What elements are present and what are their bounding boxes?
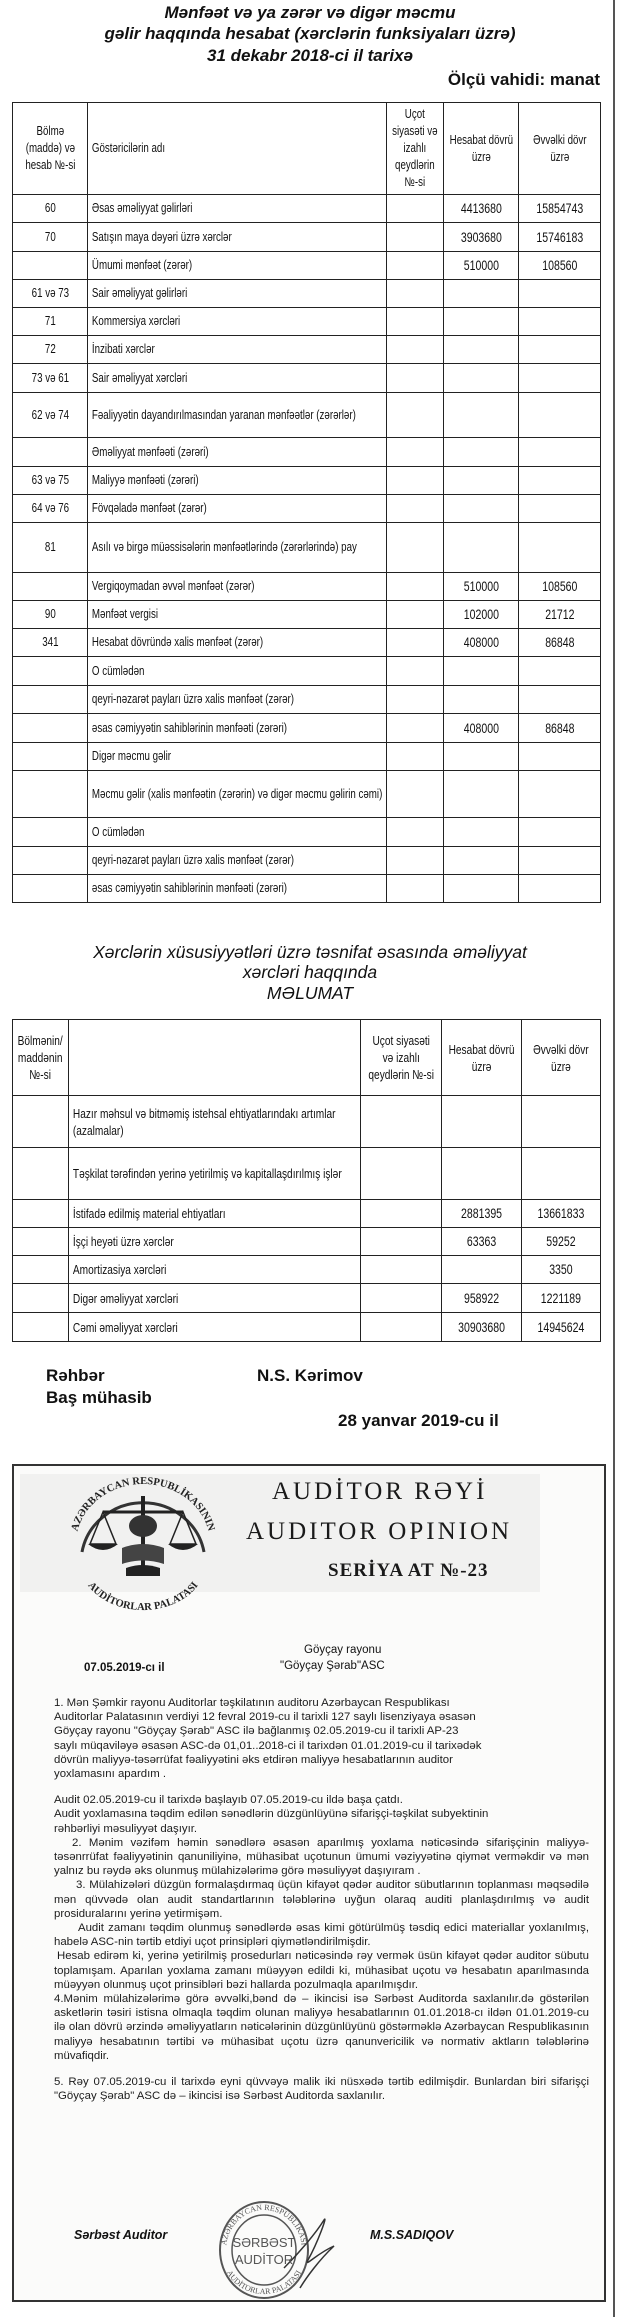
- current-period-value-cell: [444, 308, 519, 336]
- indicator-name-cell: Əməliyyat mənfəəti (zərəri): [88, 438, 387, 467]
- account-code-cell: [13, 818, 88, 847]
- head-label: Rəhbər: [46, 1366, 105, 1385]
- account-code-cell: [13, 714, 88, 743]
- previous-period-value-cell: 3350: [522, 1256, 601, 1284]
- expenses-table: [12, 1019, 601, 1342]
- previous-period-value-cell: [519, 280, 601, 308]
- income-row: [13, 467, 601, 495]
- account-code-cell: 73 və 61: [13, 364, 88, 393]
- previous-period-value-cell: [519, 336, 601, 364]
- previous-period-value-cell: 15746183: [519, 223, 601, 252]
- income-row: [13, 686, 601, 714]
- account-code-cell: [13, 1284, 69, 1313]
- account-code-cell: [13, 1096, 69, 1148]
- income-row: [13, 818, 601, 847]
- paragraph-1: 1. Mən Şəmkir rayonu Auditorlar təşkilatının auditoru Azərbaycan Respublikası Auditorlar Palatasının verdiyi 12 fevral 2019-cu il tarixli 127 saylı lisenziyaya əsasən Göyçay rayonu "Göyçay Şərab" ASC ilə bağlanmış 02.05.2019-cu il tarixli AP-23 saylı müqaviləyə əsasən ASC-də 01,01..2018-ci il tarixdən 01.01.2019-cu il tarixədək dövrün maliyyə-təsərrüfat fəaliyyətini əks etdirən maliyyə hesabatlarının auditor yoxlamasını apardım .: [54, 1697, 482, 1781]
- note-ref-cell: [361, 1256, 442, 1284]
- previous-period-value-cell: 108560: [519, 573, 601, 601]
- income-header-cell: Göstəricilərin adı: [88, 103, 387, 195]
- income-row: [13, 393, 601, 438]
- previous-period-value-cell: [519, 438, 601, 467]
- head-name: N.S. Kərimov: [257, 1366, 363, 1385]
- current-period-value-cell: [444, 364, 519, 393]
- account-code-cell: 72: [13, 336, 88, 364]
- income-row: [13, 573, 601, 601]
- previous-period-value-cell: [519, 364, 601, 393]
- previous-period-value-cell: 21712: [519, 601, 601, 629]
- indicator-name-cell: qeyri-nəzarət payları üzrə xalis mənfəət (zərər): [88, 847, 387, 875]
- current-period-value-cell: [444, 847, 519, 875]
- report-title-line-1: Mənfəət və ya zərər və digər məcmu: [164, 3, 456, 22]
- note-ref-cell: [361, 1096, 442, 1148]
- expenses-header-cell: Hesabat dövrü üzrə: [442, 1020, 522, 1096]
- indicator-name-cell: Digər məcmu gəlir: [88, 743, 387, 771]
- previous-period-value-cell: [519, 393, 601, 438]
- current-period-value-cell: 958922: [442, 1284, 522, 1313]
- income-statement-table: [12, 102, 601, 903]
- expenses-row: [13, 1313, 601, 1342]
- previous-period-value-cell: [519, 308, 601, 336]
- previous-period-value-cell: [519, 847, 601, 875]
- note-ref-cell: [387, 336, 444, 364]
- note-ref-cell: [387, 714, 444, 743]
- expenses-header-cell: Bölmənin/ maddənin №-si: [13, 1020, 69, 1096]
- previous-period-value-cell: [519, 523, 601, 573]
- current-period-value-cell: 4413680: [444, 195, 519, 223]
- income-row: [13, 495, 601, 523]
- note-ref-cell: [387, 875, 444, 903]
- current-period-value-cell: [444, 523, 519, 573]
- indicator-name-cell: Satışın maya dəyəri üzrə xərclər: [88, 223, 387, 252]
- previous-period-value-cell: [519, 818, 601, 847]
- current-period-value-cell: [444, 495, 519, 523]
- auditor-stamp: [204, 2198, 354, 2302]
- account-code-cell: [13, 657, 88, 686]
- account-code-cell: [13, 1313, 69, 1342]
- expenses-title-line-2: xərcləri haqqında: [242, 962, 378, 982]
- svg-text:AUDİTOR: AUDİTOR: [234, 2252, 294, 2267]
- auditor-opinion-document: [12, 1464, 606, 2302]
- current-period-value-cell: 408000: [444, 714, 519, 743]
- previous-period-value-cell: 15854743: [519, 195, 601, 223]
- expenses-header-cell: Əvvəlki dövr üzrə: [522, 1020, 601, 1096]
- note-ref-cell: [387, 523, 444, 573]
- income-row: [13, 195, 601, 223]
- note-ref-cell: [361, 1148, 442, 1200]
- account-code-cell: 60: [13, 195, 88, 223]
- account-code-cell: 90: [13, 601, 88, 629]
- paragraph-audit-period: Audit 02.05.2019-cu il tarixdə başlayıb 07.05.2019-cu ildə başa çatdı. Audit yoxlamasına təqdim edilən sənədlərin düzgünlüyünə sifarişçi-təşkilat subyektinin rəhbərliyi məsuliyyət daşıyır.: [54, 1794, 489, 1835]
- expenses-row: [13, 1096, 601, 1148]
- income-header-cell: Əvvəlki dövr üzrə: [519, 103, 601, 195]
- svg-text:SƏRBƏST: SƏRBƏST: [232, 2235, 296, 2250]
- income-row: [13, 523, 601, 573]
- current-period-value-cell: [442, 1256, 522, 1284]
- report-title-line-3: 31 dekabr 2018-ci il tarixə: [206, 46, 414, 65]
- income-row: [13, 771, 601, 818]
- account-code-cell: [13, 686, 88, 714]
- current-period-value-cell: [444, 467, 519, 495]
- note-ref-cell: [387, 223, 444, 252]
- income-row: [13, 438, 601, 467]
- previous-period-value-cell: [522, 1148, 601, 1200]
- auditor-opinion-title-en: AUDITOR OPINION: [246, 1518, 513, 1545]
- expenses-row: [13, 1148, 601, 1200]
- previous-period-value-cell: [519, 686, 601, 714]
- previous-period-value-cell: [519, 743, 601, 771]
- expenses-row: [13, 1200, 601, 1228]
- expenses-title-line-1: Xərclərin xüsusiyyətləri üzrə təsnifat əsasında əməliyyat: [93, 942, 527, 962]
- note-ref-cell: [387, 573, 444, 601]
- current-period-value-cell: [444, 438, 519, 467]
- income-row: [13, 743, 601, 771]
- account-code-cell: 81: [13, 523, 88, 573]
- note-ref-cell: [387, 438, 444, 467]
- indicator-name-cell: Cəmi əməliyyat xərcləri: [69, 1313, 361, 1342]
- current-period-value-cell: [444, 336, 519, 364]
- indicator-name-cell: Maliyyə mənfəəti (zərəri): [88, 467, 387, 495]
- note-ref-cell: [387, 771, 444, 818]
- expenses-row: [13, 1284, 601, 1313]
- income-header-row: [13, 103, 601, 195]
- account-code-cell: [13, 875, 88, 903]
- note-ref-cell: [387, 657, 444, 686]
- note-ref-cell: [387, 364, 444, 393]
- note-ref-cell: [387, 280, 444, 308]
- note-ref-cell: [387, 393, 444, 438]
- expenses-title-line-3: MƏLUMAT: [266, 983, 354, 1003]
- current-period-value-cell: [444, 280, 519, 308]
- auditors-chamber-logo: [58, 1474, 228, 1616]
- addressee-company: "Göyçay Şərab"ASC: [280, 1660, 385, 1672]
- indicator-name-cell: Əsas əməliyyat gəlirləri: [88, 195, 387, 223]
- income-row: [13, 280, 601, 308]
- income-row: [13, 847, 601, 875]
- account-code-cell: 70: [13, 223, 88, 252]
- account-code-cell: [13, 1200, 69, 1228]
- previous-period-value-cell: [519, 875, 601, 903]
- previous-period-value-cell: 14945624: [522, 1313, 601, 1342]
- indicator-name-cell: Ümumi mənfəət (zərər): [88, 252, 387, 280]
- indicator-name-cell: Hesabat dövründə xalis mənfəət (zərər): [88, 629, 387, 657]
- current-period-value-cell: [444, 771, 519, 818]
- expenses-row: [13, 1228, 601, 1256]
- indicator-name-cell: Təşkilat tərəfindən yerinə yetirilmiş və kapitallaşdırılmış işlər: [69, 1148, 361, 1200]
- note-ref-cell: [361, 1284, 442, 1313]
- income-row: [13, 308, 601, 336]
- note-ref-cell: [387, 467, 444, 495]
- report-date: 28 yanvar 2019-cu il: [338, 1411, 499, 1430]
- previous-period-value-cell: [519, 467, 601, 495]
- indicator-name-cell: O cümlədən: [88, 657, 387, 686]
- account-code-cell: 341: [13, 629, 88, 657]
- income-row: [13, 714, 601, 743]
- indicator-name-cell: İnzibati xərclər: [88, 336, 387, 364]
- signer-name: M.S.SADIQOV: [370, 2228, 454, 2242]
- income-row: [13, 223, 601, 252]
- income-header-cell: Uçot siyasəti və izahlı qeydlərin №-si: [387, 103, 444, 195]
- indicator-name-cell: O cümlədən: [88, 818, 387, 847]
- previous-period-value-cell: 108560: [519, 252, 601, 280]
- indicator-name-cell: İstifadə edilmiş material ehtiyatları: [69, 1200, 361, 1228]
- opinion-date: 07.05.2019-cı il: [84, 1662, 165, 1674]
- previous-period-value-cell: 86848: [519, 629, 601, 657]
- note-ref-cell: [387, 195, 444, 223]
- series-number: SERİYA AT №-23: [328, 1560, 489, 1581]
- current-period-value-cell: 510000: [444, 573, 519, 601]
- previous-period-value-cell: 86848: [519, 714, 601, 743]
- indicator-name-cell: Kommersiya xərcləri: [88, 308, 387, 336]
- expenses-header-row: [13, 1020, 601, 1096]
- account-code-cell: [13, 771, 88, 818]
- current-period-value-cell: 408000: [444, 629, 519, 657]
- current-period-value-cell: 30903680: [442, 1313, 522, 1342]
- account-code-cell: [13, 252, 88, 280]
- indicator-name-cell: Vergiqoymadan əvvəl mənfəət (zərər): [88, 573, 387, 601]
- previous-period-value-cell: 13661833: [522, 1200, 601, 1228]
- account-code-cell: [13, 847, 88, 875]
- indicator-name-cell: Sair əməliyyat gəlirləri: [88, 280, 387, 308]
- paragraph-4: 4.Mənim mülahizələrimə görə əvvəlki,bənd də – ikincisi isə Sərbəst Auditorda saxlanılır.də göstərilən asketlərin təsiri istisna olmaqla təqdim olunan maliyyə hesabatlarının 01.01.2018-cı ildən 01.01.2019-cu ilə olan dövrü ərzində əməliyyatların nəticələrinin düzgünlüyünü göstərməklə Azərbaycan Respublikasının maliyyə hesabatının tərtibi və mühasibat uçotu üzrə qanunvericilik və normativ aktların tələblərinə müvafiqdir.: [54, 1993, 589, 2062]
- indicator-name-cell: Amortizasiya xərcləri: [69, 1256, 361, 1284]
- indicator-name-cell: qeyri-nəzarət payları üzrə xalis mənfəət (zərər): [88, 686, 387, 714]
- account-code-cell: [13, 438, 88, 467]
- previous-period-value-cell: 1221189: [522, 1284, 601, 1313]
- note-ref-cell: [387, 847, 444, 875]
- current-period-value-cell: 510000: [444, 252, 519, 280]
- paragraph-5: 5. Rəy 07.05.2019-cu il tarixdə eyni qüvvəyə malik iki nüsxədə tərtib edilmişdir. Bunlardan biri sifarişçi "Göyçay Şərab" ASC də – ikincisi isə Sərbəst Auditorda saxlanılır.: [54, 2076, 589, 2103]
- svg-text:AUDİTORLAR PALATASI: AUDİTORLAR PALATASI: [85, 1580, 201, 1614]
- page-edge: [613, 0, 620, 2317]
- paragraph-3-conclusion: Hesab edirəm ki, yerinə yetirilmiş prosedurları nəticəsində rəy vermək üsün kifayət qədər auditor sübutu toplamışam. Aparılan yoxlama zamanı müəyyən edildi ki, mühasibat uçotu və hesabatın aparılmasında müəyyən olunmuş uçot prinsibləri bəzi hallarda pozulmaqla aparılmışdır.: [54, 1950, 589, 1991]
- account-code-cell: 62 və 74: [13, 393, 88, 438]
- current-period-value-cell: [444, 743, 519, 771]
- svg-text:AZƏRBAYCAN RESPUBLİKASI: AZƏRBAYCAN RESPUBLİKASI: [219, 2202, 309, 2246]
- current-period-value-cell: [442, 1148, 522, 1200]
- report-title-line-2: gəlir haqqında hesabat (xərclərin funksiyaları üzrə): [104, 24, 516, 43]
- current-period-value-cell: [444, 393, 519, 438]
- opinion-body: [54, 1696, 589, 2103]
- current-period-value-cell: [444, 686, 519, 714]
- account-code-cell: 63 və 75: [13, 467, 88, 495]
- note-ref-cell: [361, 1228, 442, 1256]
- current-period-value-cell: [442, 1096, 522, 1148]
- previous-period-value-cell: [522, 1096, 601, 1148]
- signer-label: Sərbəst Auditor: [74, 2228, 168, 2242]
- income-row: [13, 364, 601, 393]
- account-code-cell: 64 və 76: [13, 495, 88, 523]
- expenses-header-cell: [69, 1020, 361, 1096]
- account-code-cell: [13, 1148, 69, 1200]
- note-ref-cell: [361, 1200, 442, 1228]
- auditor-opinion-title-az: AUDİTOR RƏYİ: [272, 1478, 488, 1505]
- account-code-cell: [13, 1228, 69, 1256]
- previous-period-value-cell: [519, 495, 601, 523]
- account-code-cell: 61 və 73: [13, 280, 88, 308]
- indicator-name-cell: Məcmu gəlir (xalis mənfəətin (zərərin) və digər məcmu gəlirin cəmi): [88, 771, 387, 818]
- note-ref-cell: [387, 308, 444, 336]
- income-row: [13, 657, 601, 686]
- indicator-name-cell: Mənfəət vergisi: [88, 601, 387, 629]
- current-period-value-cell: [444, 818, 519, 847]
- current-period-value-cell: 63363: [442, 1228, 522, 1256]
- income-row: [13, 875, 601, 903]
- account-code-cell: [13, 573, 88, 601]
- current-period-value-cell: 2881395: [442, 1200, 522, 1228]
- indicator-name-cell: Asılı və birgə müəssisələrin mənfəətlərində (zərərlərində) pay: [88, 523, 387, 573]
- income-header-cell: Hesabat dövrü üzrə: [444, 103, 519, 195]
- note-ref-cell: [387, 629, 444, 657]
- indicator-name-cell: Fövqəladə mənfəət (zərər): [88, 495, 387, 523]
- indicator-name-cell: Fəaliyyətin dayandırılmasından yaranan mənfəətlər (zərərlər): [88, 393, 387, 438]
- note-ref-cell: [387, 686, 444, 714]
- current-period-value-cell: [444, 657, 519, 686]
- expenses-row: [13, 1256, 601, 1284]
- indicator-name-cell: Hazır məhsul və bitməmiş istehsal ehtiyatlarındakı artımlar (azalmalar): [69, 1096, 361, 1148]
- paragraph-3: 3. Mülahizələri düzgün formalaşdırmaq üçün kifayət qədər auditor sübutlarının toplanması məqsədilə mən qüvvədə olan audit standartlarının tələblərinə uyğun olaraq auditi planlaşdırılmış və audit prosiduralarını yerinə yetirmişəm.: [54, 1879, 589, 1920]
- note-ref-cell: [361, 1313, 442, 1342]
- paragraph-2: 2. Mənim vəzifəm həmin sənədlərə əsasən aparılmış yoxlama nəticəsində sifarişçinin maliyyə-təsənrrüfat fəaliyyətinin qanuniliyinə, mühasibat uçotunun ümumi vəziyyətinə qiymət verməkdir və mən yalnız bu rəydə əks olunmuş mülahizələrimə görə məsuliyyət daşıyıram .: [54, 1836, 589, 1878]
- previous-period-value-cell: 59252: [522, 1228, 601, 1256]
- current-period-value-cell: 102000: [444, 601, 519, 629]
- note-ref-cell: [387, 743, 444, 771]
- previous-period-value-cell: [519, 771, 601, 818]
- indicator-name-cell: Sair əməliyyat xərcləri: [88, 364, 387, 393]
- previous-period-value-cell: [519, 657, 601, 686]
- account-code-cell: [13, 1256, 69, 1284]
- note-ref-cell: [387, 495, 444, 523]
- indicator-name-cell: əsas cəmiyyətin sahiblərinin mənfəəti (zərəri): [88, 875, 387, 903]
- current-period-value-cell: 3903680: [444, 223, 519, 252]
- income-header-cell: Bölmə (maddə) və hesab №-si: [13, 103, 88, 195]
- income-row: [13, 629, 601, 657]
- unit-label: Ölçü vahidi: manat: [447, 70, 600, 89]
- note-ref-cell: [387, 818, 444, 847]
- accountant-label: Baş mühasib: [46, 1388, 152, 1407]
- addressee-district: Göyçay rayonu: [304, 1644, 382, 1656]
- svg-text:AUDİTORLAR PALATASI: AUDİTORLAR PALATASI: [224, 2268, 304, 2297]
- account-code-cell: 71: [13, 308, 88, 336]
- svg-text:AZƏRBAYCAN RESPUBLİKASININ: AZƏRBAYCAN RESPUBLİKASININ: [69, 1475, 217, 1533]
- indicator-name-cell: Digər əməliyyat xərcləri: [69, 1284, 361, 1313]
- current-period-value-cell: [444, 875, 519, 903]
- account-code-cell: [13, 743, 88, 771]
- income-row: [13, 252, 601, 280]
- income-row: [13, 336, 601, 364]
- expenses-header-cell: Uçot siyasəti və izahlı qeydlərin №-si: [361, 1020, 442, 1096]
- paragraph-3-materials: Audit zamanı təqdim olunmuş sənədlərdə əsas kimi götürülmüş təsdiq edici materiallar yoxlanılmış, habelə ASC-nin tərtib etdiyi uçot prinsipləri qiymətləndirilmişdir.: [54, 1922, 589, 1949]
- income-row: [13, 601, 601, 629]
- note-ref-cell: [387, 252, 444, 280]
- indicator-name-cell: İşçi heyəti üzrə xərclər: [69, 1228, 361, 1256]
- indicator-name-cell: əsas cəmiyyətin sahiblərinin mənfəəti (zərəri): [88, 714, 387, 743]
- note-ref-cell: [387, 601, 444, 629]
